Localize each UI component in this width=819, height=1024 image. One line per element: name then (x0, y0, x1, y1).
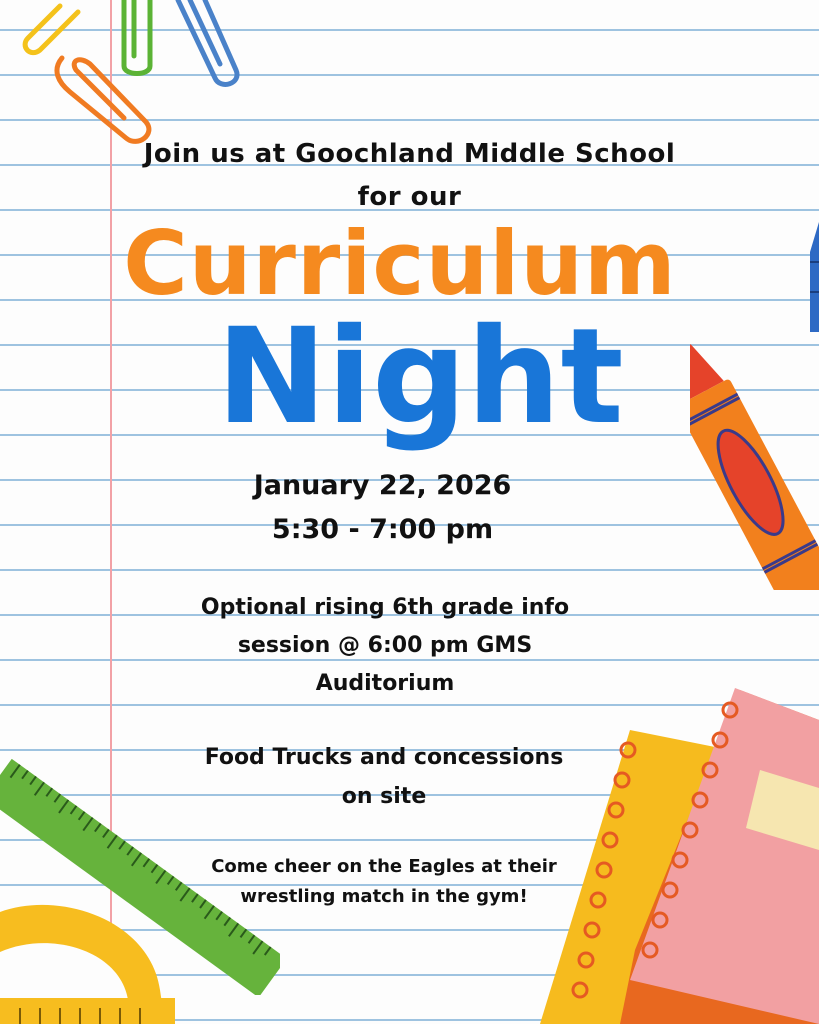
event-date: January 22, 2026 (253, 470, 512, 501)
title-night: Night (216, 300, 624, 454)
wrestling-line-2: wrestling match in the gym! (240, 886, 528, 907)
event-time: 5:30 - 7:00 pm (271, 514, 494, 545)
food-trucks-line-1: Food Trucks and concessions (204, 745, 564, 770)
food-trucks-line-2: on site (341, 784, 427, 809)
orange-paperclip-icon (57, 58, 149, 141)
intro-line-1: Join us at Goochland Middle School (143, 139, 676, 169)
blue-paperclip-icon (178, 0, 237, 84)
intro-line-2: for our (357, 182, 462, 212)
protractor-icon (0, 890, 175, 1024)
wrestling-line-1: Come cheer on the Eagles at their (211, 856, 557, 877)
optional-session-line-1: Optional rising 6th grade info (200, 595, 570, 620)
green-paperclip-icon (124, 0, 150, 74)
optional-session-line-3: Auditorium (315, 671, 455, 696)
title-curriculum: Curriculum (123, 212, 677, 315)
notebooks-icon (540, 680, 819, 1024)
optional-session-line-2: session @ 6:00 pm GMS (237, 633, 533, 658)
paperclips-icon (0, 0, 260, 160)
yellow-paperclip-icon (25, 6, 78, 53)
